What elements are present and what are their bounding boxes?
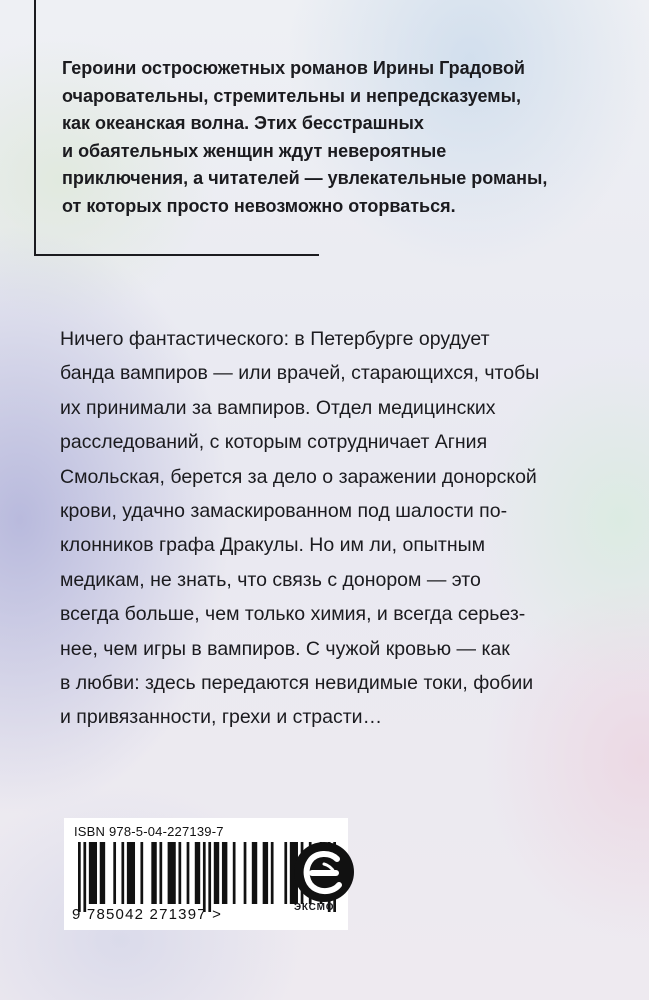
barcode-bar [89, 842, 97, 904]
barcode-bar [151, 842, 156, 904]
barcode-bar [195, 842, 200, 904]
barcode-bar [263, 842, 268, 904]
barcode-bar [113, 842, 116, 904]
frame-line-vertical [34, 0, 36, 255]
barcode-bar [83, 842, 86, 912]
barcode-bar [78, 842, 81, 912]
barcode-bar [121, 842, 124, 904]
barcode-bar [168, 842, 176, 904]
frame-line-horizontal [34, 254, 319, 256]
barcode-bar [178, 842, 181, 904]
isbn-number: ISBN 978-5-04-227139-7 [74, 824, 224, 839]
eksmo-logo-icon [288, 838, 360, 910]
barcode-bar [203, 842, 206, 912]
barcode-bar [244, 842, 247, 904]
barcode-bar [222, 842, 227, 904]
barcode-bar [284, 842, 287, 904]
barcode-bar [214, 842, 219, 904]
publisher-name: ЭКСМО [294, 902, 335, 913]
barcode-bar [233, 842, 236, 904]
barcode-bar [187, 842, 190, 904]
barcode-bar [271, 842, 274, 904]
series-intro: Героини остросюжетных романов Ирины Градовой очаровательны, стремительны и непредсказуемы, как океанская волна. Этих бесстрашных и обаятельных женщин ждут невероятные приключения, а читателей — увлекательные романы, от которых просто невозможно оторваться. [62, 58, 548, 216]
barcode-bar [127, 842, 135, 904]
barcode-bar [140, 842, 143, 904]
barcode-bar [159, 842, 162, 904]
book-annotation: Ничего фантастического: в Петербурге орудует банда вампиров — или врачей, старающихся, чтобы их принимали за вампиров. Отдел медицинских расследований, с которым сотрудничает Агния Смольская, берется за дело о заражении донорской крови, удачно замаскированном под шалости по- клонников графа Дракулы. Но им ли, опытным медикам, не знать, что связь с донором — это всегда больше, чем только химия, и всегда серьез- нее, чем игры в вампиров. С чужой кровью — как в любви: здесь передаются невидимые токи, фобии и привязанности, грехи и страсти… [60, 328, 540, 729]
barcode-bar [252, 842, 257, 904]
barcode-bar [208, 842, 211, 912]
barcode-bar [100, 842, 105, 904]
barcode-digits: 9 785042 271397 > [72, 906, 223, 923]
